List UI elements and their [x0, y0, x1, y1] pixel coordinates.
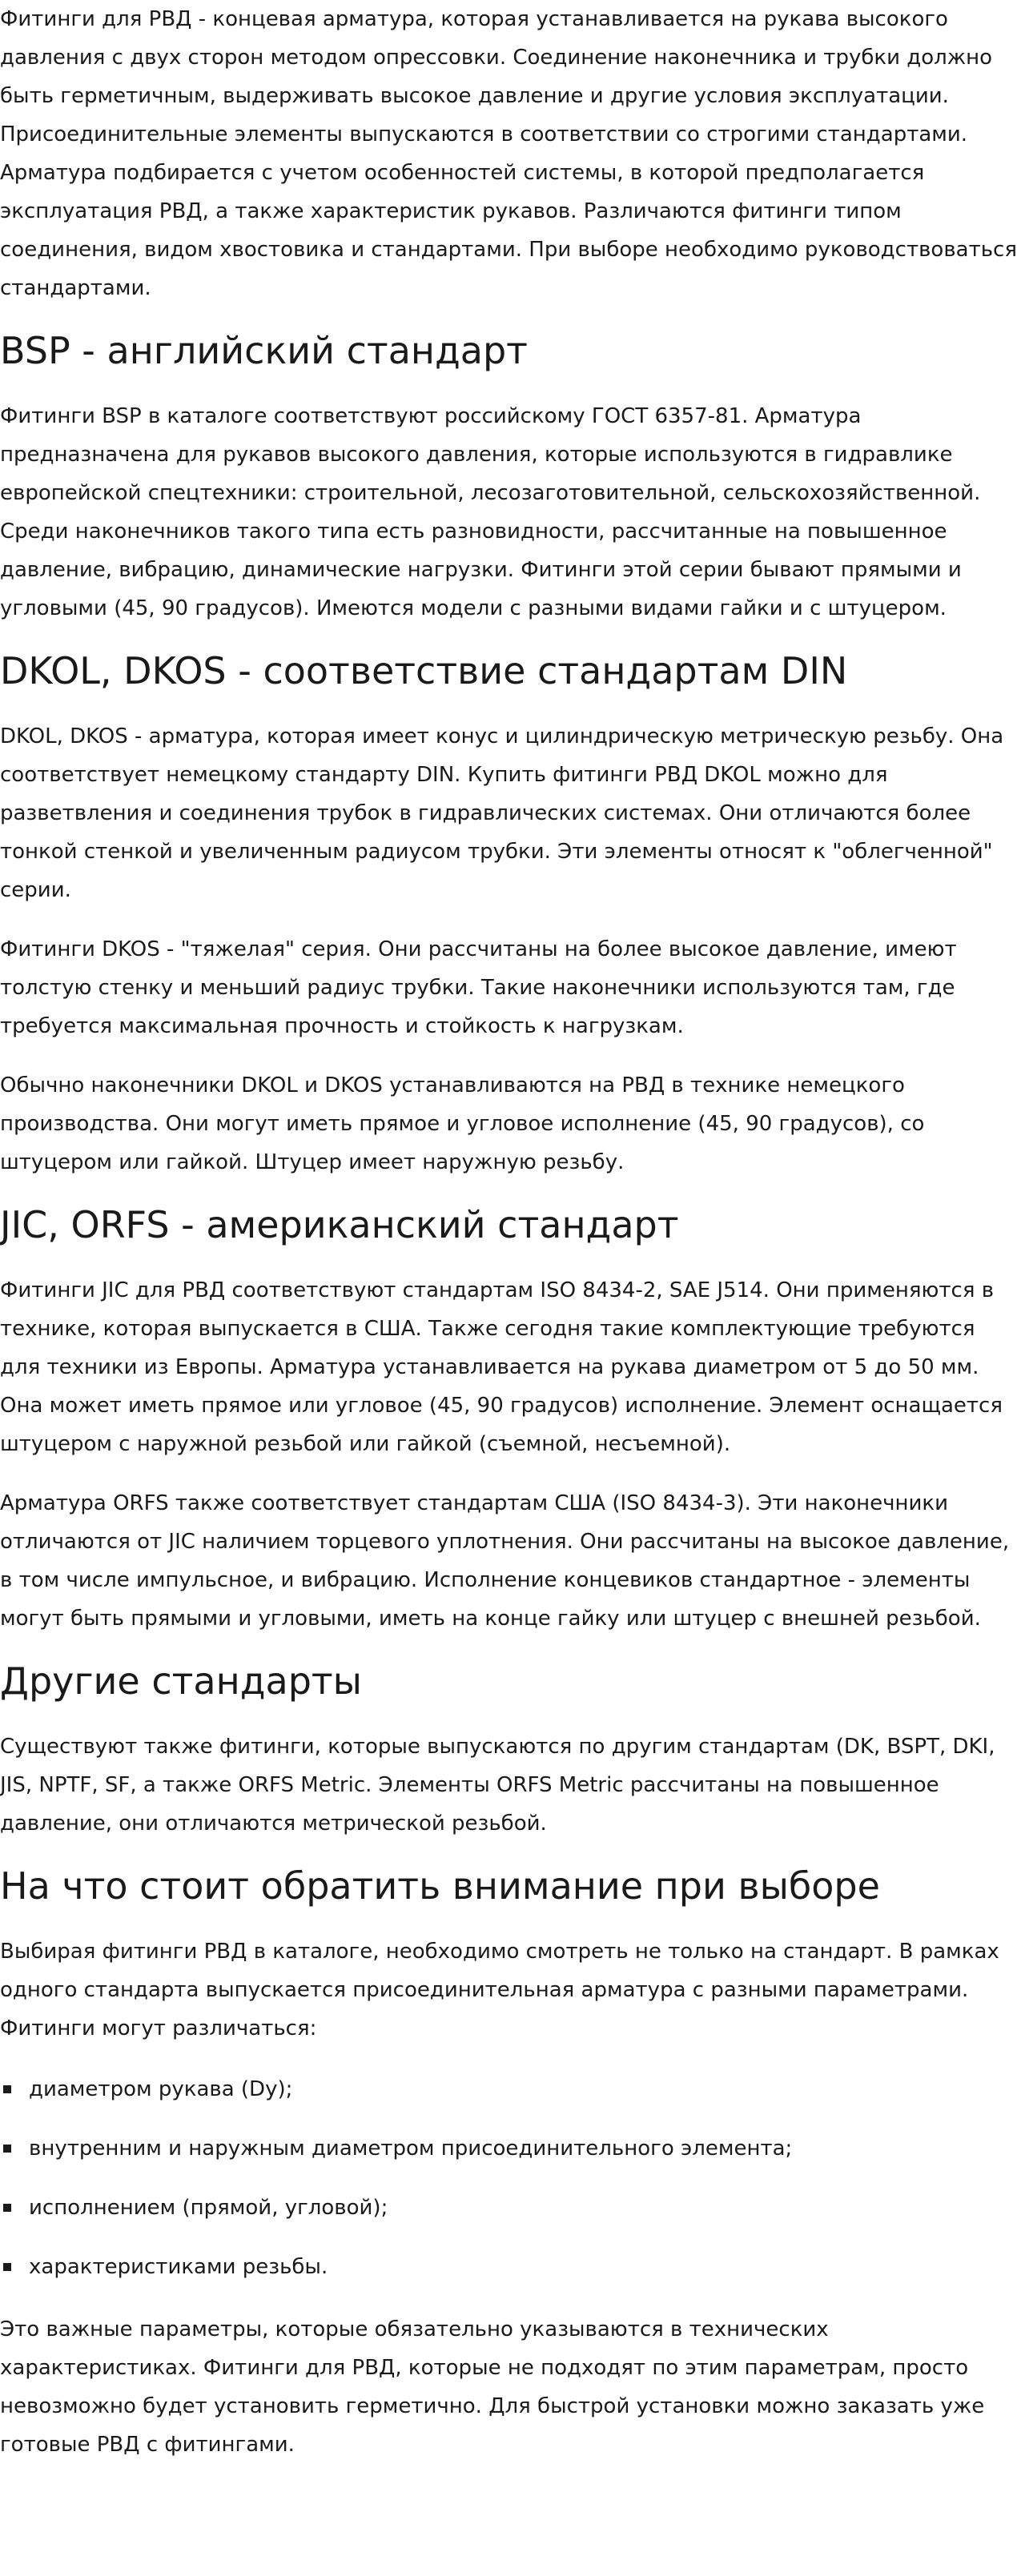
heading-bsp: BSP - английский стандарт	[0, 329, 528, 372]
din-paragraph-3: Обычно наконечники DKOL и DKOS устанавливаются на РВД в технике немецкого производства. Они могут иметь прямое и угловое исполнение (45, 90 градусов), со штуцером или гайкой. Штуцер имеет наружную резьбу.	[0, 1073, 925, 1174]
list-item-text: характеристиками резьбы.	[29, 2255, 328, 2279]
bullet-icon	[3, 2145, 11, 2153]
din-paragraph-1: DKOL, DKOS - арматура, которая имеет конус и цилиндрическую метрическую резьбу. Она соответствует немецкому стандарту DIN. Купить фитинги РВД DKOL можно для разветвления и соединения трубок в гидравлических системах. Они отличаются более тонкой стенкой и увеличенным радиусом трубки. Эти элементы относят к "облегченной" серии.	[0, 724, 1004, 902]
bullet-icon	[3, 2204, 11, 2212]
heading-din: DKOL, DKOS - соответствие стандартам DIN	[0, 649, 848, 692]
bullet-icon	[3, 2085, 11, 2093]
list-item	[0, 2129, 1017, 2168]
bullet-icon	[3, 2263, 11, 2271]
choice-paragraph-2: Это важные параметры, которые обязательно указываются в технических характеристиках. Фитинги для РВД, которые не подходят по этим параметрам, просто невозможно будет установить герметично. Для быстрой установки можно заказать уже готовые РВД с фитингами.	[0, 2317, 985, 2457]
other-paragraph: Существуют также фитинги, которые выпускаются по другим стандартам (DK, BSPT, DKI, JIS, NPTF, SF, а также ORFS Metric. Элементы ORFS Metric рассчитаны на повышенное давление, они отличаются метрической резьбой.	[0, 1735, 995, 1836]
choice-paragraph-1: Выбирая фитинги РВД в каталоге, необходимо смотреть не только на стандарт. В рамках одного стандарта выпускается присоединительная арматура с разными параметрами. Фитинги могут различаться:	[0, 1940, 999, 2040]
jic-paragraph-2: Арматура ORFS также соответствует стандартам США (ISO 8434-3). Эти наконечники отличаются от JIC наличием торцевого уплотнения. Они рассчитаны на высокое давление, в том числе импульсное, и вибрацию. Исполнение концевиков стандартное - элементы могут быть прямыми и угловыми, иметь на конце гайку или штуцер с внешней резьбой.	[0, 1491, 1010, 1631]
bsp-paragraph: Фитинги BSP в каталоге соответствуют российскому ГОСТ 6357-81. Арматура предназначена для рукавов высокого давления, которые используются в гидравлике европейской спецтехники: строительной, лесозаготовительной, сельскохозяйственной. Среди наконечников такого типа есть разновидности, рассчитанные на повышенное давление, вибрацию, динамические нагрузки. Фитинги этой серии бывают прямыми и угловыми (45, 90 градусов). Имеются модели с разными видами гайки и с штуцером.	[0, 404, 981, 620]
heading-other-standards: Другие стандарты	[0, 1659, 363, 1703]
jic-paragraph-1: Фитинги JIC для РВД соответствуют стандартам ISO 8434-2, SAE J514. Они применяются в технике, которая выпускается в США. Также сегодня такие комплектующие требуются для техники из Европы. Арматура устанавливается на рукава диаметром от 5 до 50 мм. Она может иметь прямое или угловое (45, 90 градусов) исполнение. Элемент оснащается штуцером с наружной резьбой или гайкой (съемной, несъемной).	[0, 1278, 1003, 1456]
list-item-text: диаметром рукава (Dy);	[29, 2077, 293, 2101]
list-item-text: внутренним и наружным диаметром присоединительного элемента;	[29, 2137, 793, 2161]
list-item	[0, 2189, 1017, 2227]
intro-paragraph: Фитинги для РВД - концевая арматура, которая устанавливается на рукава высокого давления с двух сторон методом опрессовки. Соединение наконечника и трубки должно быть герметичным, выдерживать высокое давление и другие условия эксплуатации. Присоединительные элементы выпускаются в соответствии со строгими стандартами. Арматура подбирается с учетом особенностей системы, в которой предполагается эксплуатация РВД, а также характеристик рукавов. Различаются фитинги типом соединения, видом хвостовика и стандартами. При выборе необходимо руководствоваться стандартами.	[0, 7, 1017, 300]
list-item-text: исполнением (прямой, угловой);	[29, 2196, 388, 2220]
parameters-list	[0, 2070, 1017, 2286]
list-item	[0, 2070, 1017, 2109]
list-item	[0, 2248, 1017, 2286]
heading-jic: JIC, ORFS - американский стандарт	[0, 1203, 679, 1246]
heading-choice: На что стоит обратить внимание при выборе	[0, 1864, 880, 1908]
din-paragraph-2: Фитинги DKOS - "тяжелая" серия. Они рассчитаны на более высокое давление, имеют толстую стенку и меньший радиус трубки. Такие наконечники используются там, где требуется максимальная прочность и стойкость к нагрузкам.	[0, 937, 957, 1038]
